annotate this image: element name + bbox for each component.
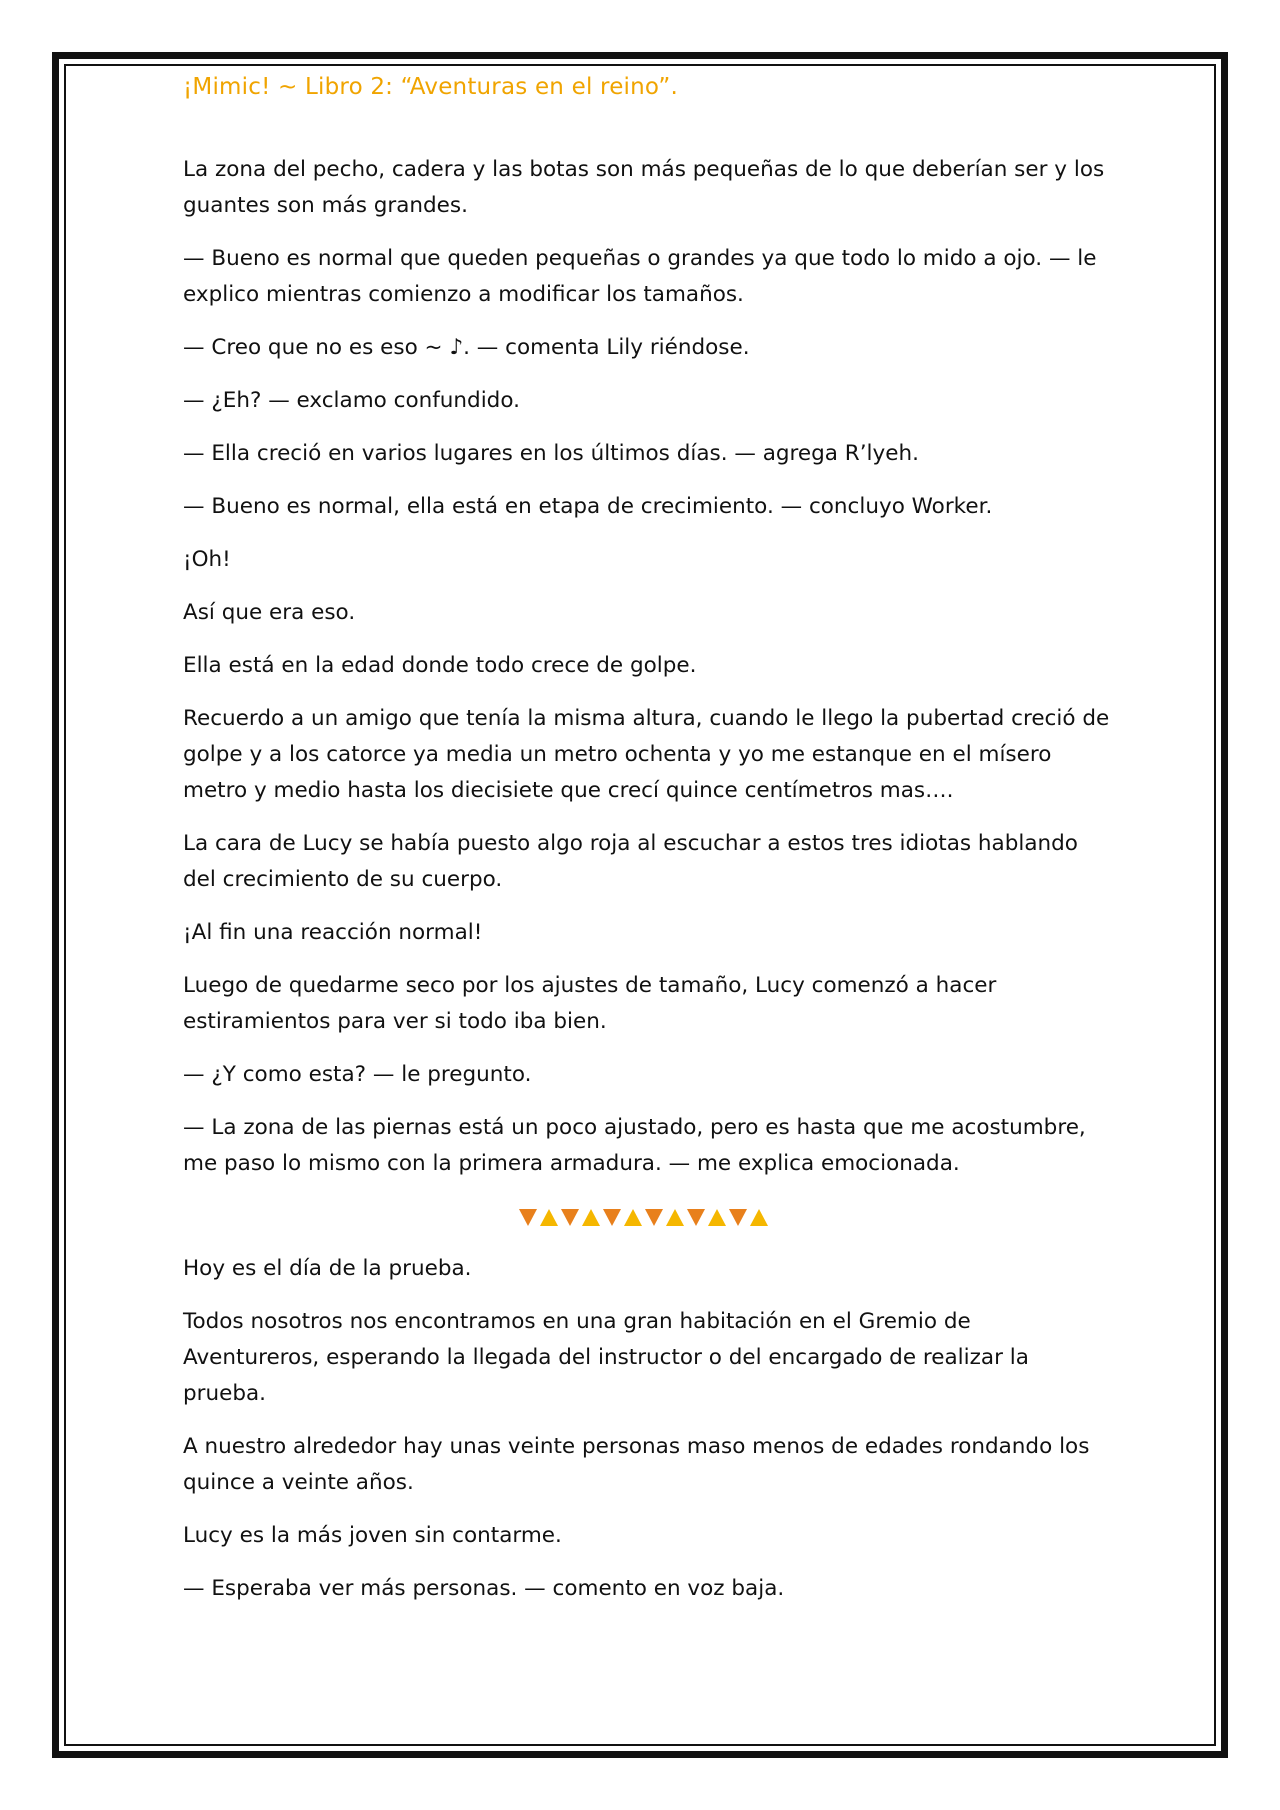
scene-divider bbox=[183, 1199, 1113, 1235]
paragraph: Todos nosotros nos encontramos en una gran habitación en el Gremio de Aventureros, esperando la llegada del instructor o del encargado de realizar la prueba. bbox=[183, 1309, 1029, 1406]
paragraph: Ella está en la edad donde todo crece de golpe. bbox=[183, 653, 697, 678]
triangle-down-icon bbox=[561, 1209, 579, 1226]
triangle-down-icon bbox=[645, 1209, 663, 1226]
paragraph: — Bueno es normal, ella está en etapa de crecimiento. — concluyo Worker. bbox=[183, 494, 993, 519]
paragraph: Lucy es la más joven sin contarme. bbox=[183, 1523, 562, 1548]
paragraph: Luego de quedarme seco por los ajustes de tamaño, Lucy comenzó a hacer estiramientos para ver si todo iba bien. bbox=[183, 973, 997, 1034]
triangle-up-icon bbox=[666, 1209, 684, 1226]
paragraph: Así que era eso. bbox=[183, 600, 356, 625]
paragraph: — ¿Eh? — exclamo confundido. bbox=[183, 388, 520, 413]
paragraph: — Bueno es normal que queden pequeñas o grandes ya que todo lo mido a ojo. — le explico mientras comienzo a modificar los tamaños. bbox=[183, 246, 1097, 307]
paragraph: ¡Al fin una reacción normal! bbox=[183, 920, 483, 945]
triangle-down-icon bbox=[603, 1209, 621, 1226]
triangle-down-icon bbox=[687, 1209, 705, 1226]
triangle-down-icon bbox=[729, 1209, 747, 1226]
paragraph: — Ella creció en varios lugares en los últimos días. — agrega R’lyeh. bbox=[183, 441, 919, 466]
triangle-up-icon bbox=[624, 1209, 642, 1226]
paragraph: — Creo que no es eso ~ ♪. — comenta Lily riéndose. bbox=[183, 335, 750, 360]
page-body bbox=[183, 152, 1113, 1624]
triangle-up-icon bbox=[750, 1209, 768, 1226]
paragraph: — Esperaba ver más personas. — comento en voz baja. bbox=[183, 1576, 785, 1601]
text-section-before bbox=[183, 152, 1113, 1182]
paragraph: La cara de Lucy se había puesto algo roja al escuchar a estos tres idiotas hablando del crecimiento de su cuerpo. bbox=[183, 831, 1078, 892]
paragraph: La zona del pecho, cadera y las botas son más pequeñas de lo que deberían ser y los guantes son más grandes. bbox=[183, 157, 1105, 218]
triangle-down-icon bbox=[519, 1209, 537, 1226]
paragraph: — ¿Y como esta? — le pregunto. bbox=[183, 1062, 532, 1087]
paragraph: ¡Oh! bbox=[183, 547, 231, 572]
triangle-up-icon bbox=[708, 1209, 726, 1226]
paragraph: Recuerdo a un amigo que tenía la misma altura, cuando le llego la pubertad creció de golpe y a los catorce ya media un metro ochenta y yo me estanque en el mísero metro y medio hasta los diecisiete que crecí quince centímetros mas…. bbox=[183, 706, 1110, 803]
triangle-up-icon bbox=[582, 1209, 600, 1226]
text-section-after bbox=[183, 1251, 1113, 1607]
paragraph: — La zona de las piernas está un poco ajustado, pero es hasta que me acostumbre, me paso lo mismo con la primera armadura. — me explica emocionada. bbox=[183, 1115, 1086, 1176]
book-header: ¡Mimic! ~ Libro 2: “Aventuras en el reino”. bbox=[183, 74, 678, 100]
paragraph: Hoy es el día de la prueba. bbox=[183, 1256, 472, 1281]
triangle-up-icon bbox=[540, 1209, 558, 1226]
paragraph: A nuestro alrededor hay unas veinte personas maso menos de edades rondando los quince a veinte años. bbox=[183, 1434, 1090, 1495]
